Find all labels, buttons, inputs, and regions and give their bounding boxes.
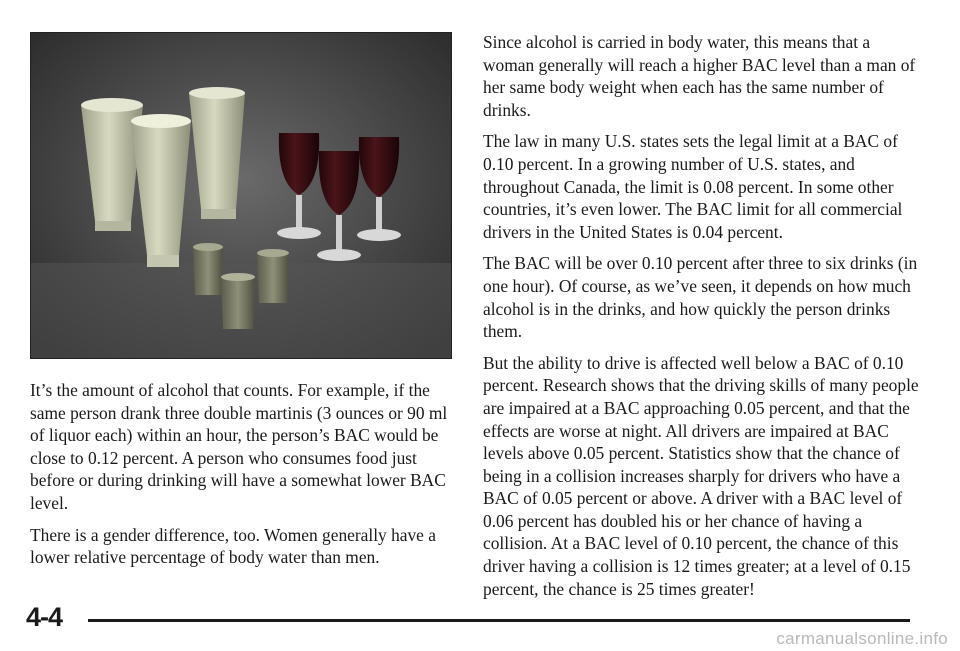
paragraph: There is a gender difference, too. Women generally have a lower relative percentage of body water than men. [30,524,436,568]
footer-rule [88,619,910,622]
paragraph: The BAC will be over 0.10 percent after three to six drinks (in one hour). Of course, as we’ve seen, it depends on how much alcohol is in the drinks, and how quickly the person drinks them. [483,253,918,342]
paragraph: It’s the amount of alcohol that counts. For example, if the same person drank three double martinis (3 ounces or 90 ml of liquor each) within an hour, the person’s BAC would be close to 0.12 percent. A person who consumes food just before or during drinking will have a somewhat lower BAC level. [30,380,448,513]
left-column [30,379,462,578]
shot-glass-3 [221,273,255,329]
drinks-illustration [31,33,451,358]
shot-glass-2 [257,249,289,303]
paragraph: The law in many U.S. states sets the legal limit at a BAC of 0.10 percent. In a growing number of U.S. states, and throughout Canada, the limit is 0.08 percent. In some other countries, it’s even lower. The BAC limit for all commercial drivers in the United States is 0.04 percent. [483,131,903,242]
paragraph: Since alcohol is carried in body water, this means that a woman generally will reach a higher BAC level than a man of her same body weight when each has the same number of drinks. [483,32,916,120]
watermark: carmanualsonline.info [776,629,948,648]
drinks-photo [30,32,452,359]
right-column [483,31,923,609]
shot-glass-1 [193,243,223,295]
page-number: 4-4 [26,602,63,632]
paragraph: But the ability to drive is affected well below a BAC of 0.10 percent. Research shows that the driving skills of many people are impaired at a BAC approaching 0.05 percent, and that the effects are worse at night. All drivers are impaired at BAC levels above 0.05 percent. Statistics show that the chance of being in a collision increases sharply for drivers who have a BAC of 0.05 percent or above. A driver with a BAC level of 0.06 percent has doubled his or her chance of having a collision. At a BAC level of 0.10 percent, the chance of this driver having a collision is 12 times greater; at a level of 0.15 percent, the chance is 25 times greater! [483,352,919,599]
